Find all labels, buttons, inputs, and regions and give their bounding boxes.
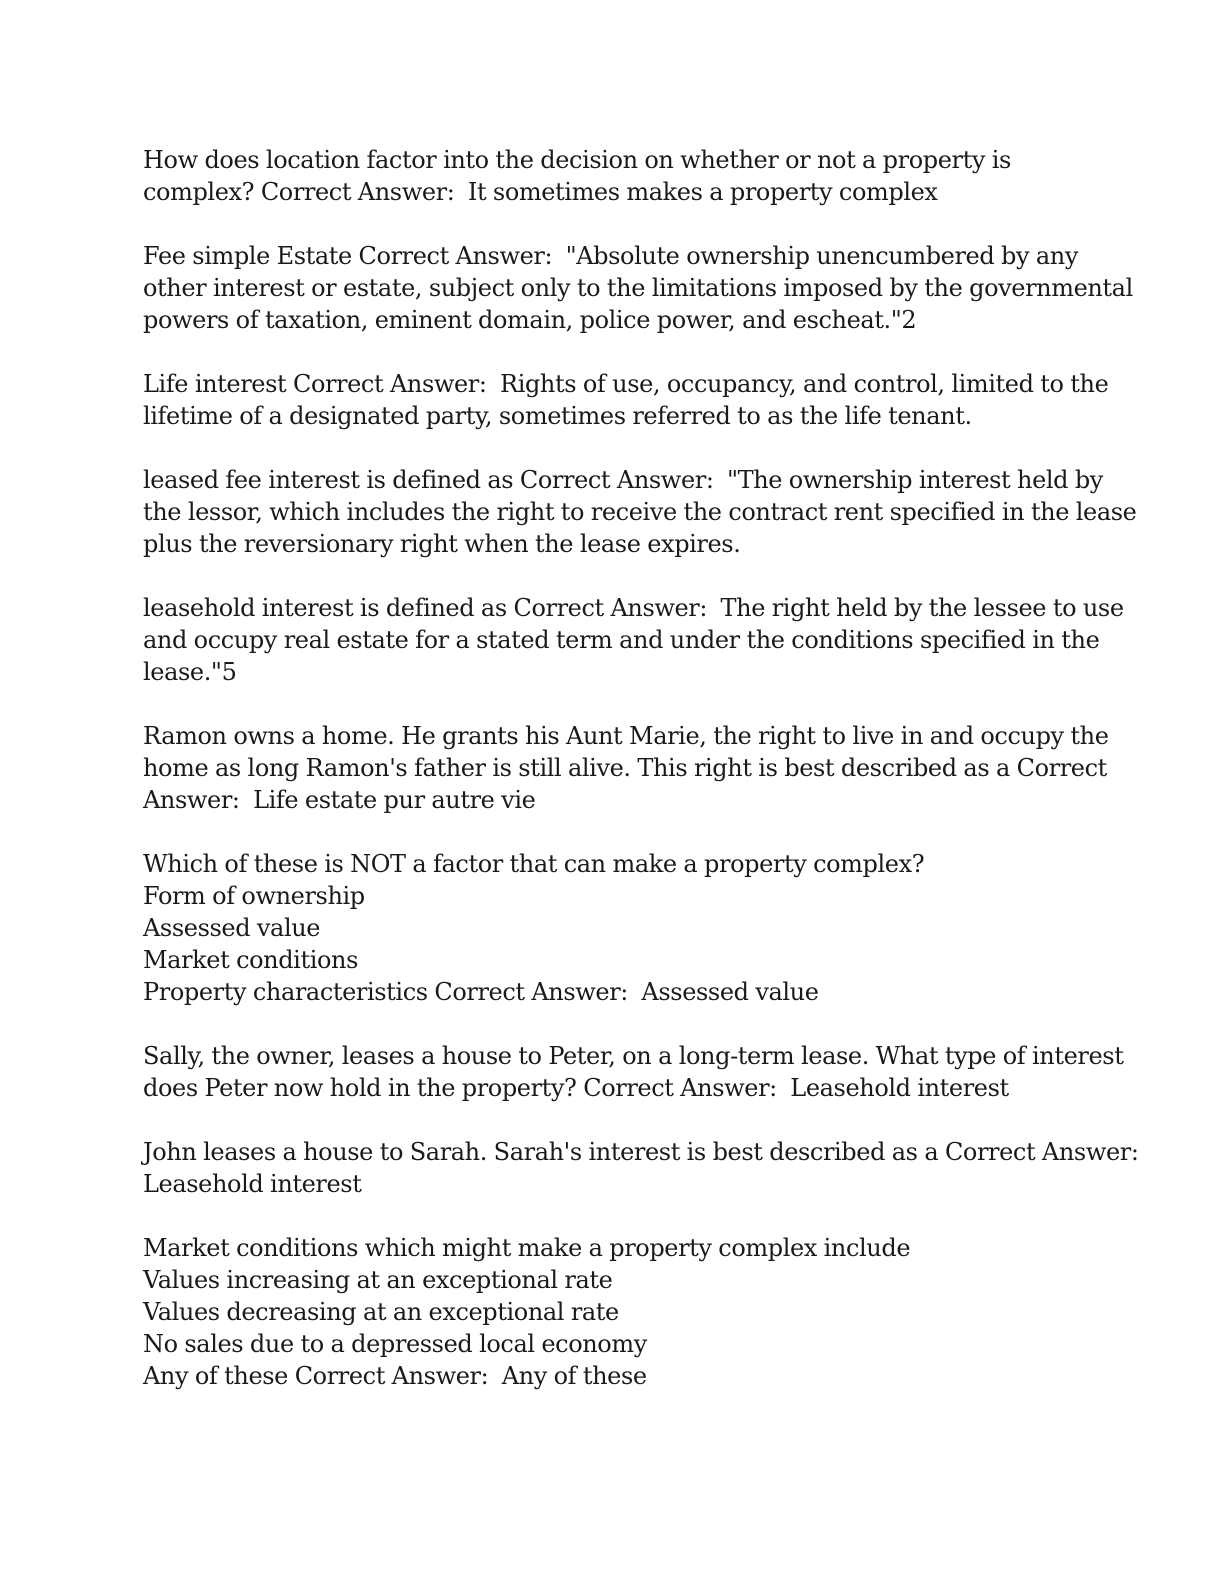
text-line: Fee simple Estate Correct Answer: "Absolute ownership unencumbered by any [143, 242, 1079, 270]
qa-entry [143, 144, 1083, 208]
text-line: leasehold interest is defined as Correct Answer: The right held by the lessee to use [143, 594, 1124, 622]
text-line: the lessor, which includes the right to receive the contract rent specified in the lease [143, 498, 1137, 526]
text-line: Ramon owns a home. He grants his Aunt Marie, the right to live in and occupy the [143, 722, 1109, 750]
text-line: other interest or estate, subject only to the limitations imposed by the governmental [143, 274, 1133, 302]
text-line: Form of ownership [143, 882, 365, 910]
text-line: and occupy real estate for a stated term and under the conditions specified in the [143, 626, 1100, 654]
text-line: John leases a house to Sarah. Sarah's interest is best described as a Correct Answer: [143, 1138, 1139, 1166]
text-line: Market conditions [143, 946, 359, 974]
text-line: Property characteristics Correct Answer: Assessed value [143, 978, 819, 1006]
text-line: Sally, the owner, leases a house to Peter, on a long-term lease. What type of interest [143, 1042, 1124, 1070]
text-line: lifetime of a designated party, sometimes referred to as the life tenant. [143, 402, 972, 430]
text-line: lease."5 [143, 658, 237, 686]
text-line: Which of these is NOT a factor that can make a property complex? [143, 850, 925, 878]
text-line: Values decreasing at an exceptional rate [143, 1298, 619, 1326]
text-line: Leasehold interest [143, 1170, 362, 1198]
text-line: Any of these Correct Answer: Any of these [143, 1362, 647, 1390]
qa-entry [143, 368, 1109, 432]
text-line: powers of taxation, eminent domain, police power, and escheat."2 [143, 306, 917, 334]
qa-entry [143, 240, 1133, 336]
qa-entry [143, 1136, 1139, 1200]
text-line: No sales due to a depressed local economy [143, 1330, 647, 1358]
qa-entry [143, 1040, 1124, 1104]
text-line: Answer: Life estate pur autre vie [143, 786, 536, 814]
qa-entry [143, 464, 1137, 560]
qa-entry [143, 1232, 1083, 1392]
qa-entry [143, 720, 1109, 816]
text-line: Assessed value [143, 914, 321, 942]
text-line: does Peter now hold in the property? Correct Answer: Leasehold interest [143, 1074, 1009, 1102]
text-line: Market conditions which might make a property complex include [143, 1234, 911, 1262]
text-line: Life interest Correct Answer: Rights of use, occupancy, and control, limited to the [143, 370, 1109, 398]
text-line: Values increasing at an exceptional rate [143, 1266, 613, 1294]
document-content [143, 144, 1139, 1424]
text-line: complex? Correct Answer: It sometimes makes a property complex [143, 178, 938, 206]
qa-entry [143, 848, 1083, 1008]
text-line: plus the reversionary right when the lease expires. [143, 530, 741, 558]
text-line: leased fee interest is defined as Correct Answer: "The ownership interest held by [143, 466, 1103, 494]
text-line: How does location factor into the decision on whether or not a property is [143, 146, 1011, 174]
qa-entry [143, 592, 1124, 688]
text-line: home as long Ramon's father is still alive. This right is best described as a Correct [143, 754, 1107, 782]
